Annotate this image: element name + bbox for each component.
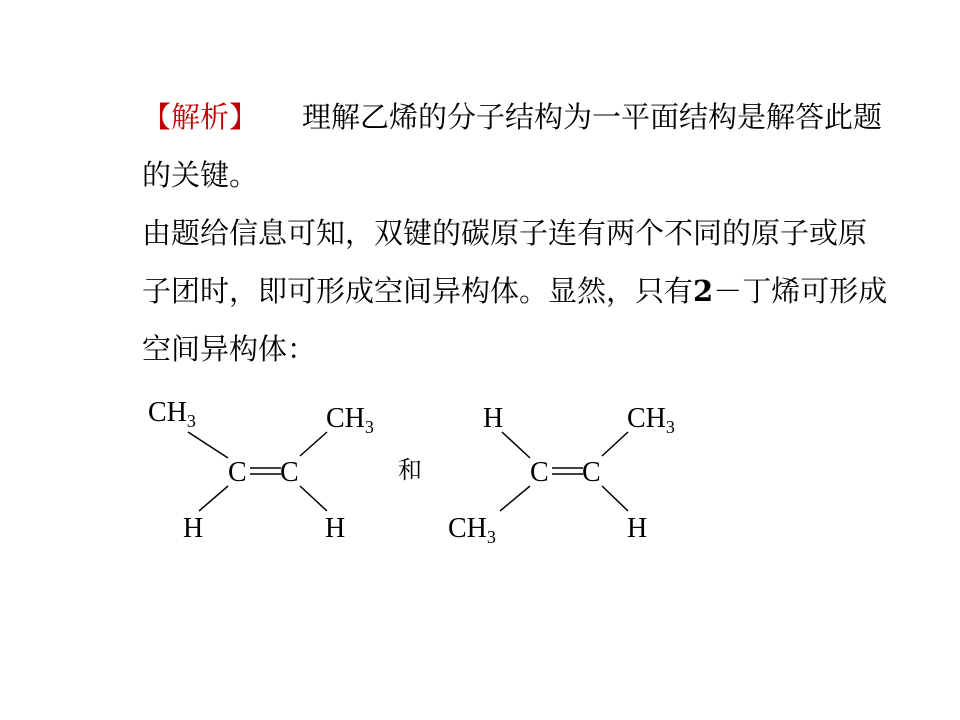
trans-bonds [500,432,628,511]
cis-carbon-right: C [280,457,299,488]
isomer-text-before: 由题给信息可知，双键的碳原子连有两个不同的原子或原子团时，即可形成空间异构体。显然，只有 [142,216,868,308]
cis-carbon-left: C [228,457,247,488]
analysis-label: 【解析】 [142,100,259,134]
conjunction-and: 和 [398,458,422,484]
trans-carbon-left: C [530,457,549,488]
cis-h-bottom-left: H [183,513,204,544]
cis-ch3-top-left: $CH_3$ [148,397,196,431]
cis-h-bottom-right: H [325,513,346,544]
trans-h-top-left: H [483,403,504,434]
analysis-text: 理解乙烯的分子结构为一平面结构是解答此题的关键。 [142,100,883,192]
structure-cis [148,397,374,544]
cis-bonds [188,432,327,511]
isomer-number: 2 [693,274,714,308]
trans-h-bottom-right: H [627,513,648,544]
trans-carbon-right: C [582,457,601,488]
trans-ch3-bottom-left: $CH_3$ [448,513,496,547]
cis-ch3-top-right: $CH_3$ [326,403,374,437]
trans-ch3-top-right: $CH_3$ [627,403,675,437]
structure-trans [448,403,675,547]
isomer-text-after: －丁烯可形成空间异构体： [142,274,888,366]
